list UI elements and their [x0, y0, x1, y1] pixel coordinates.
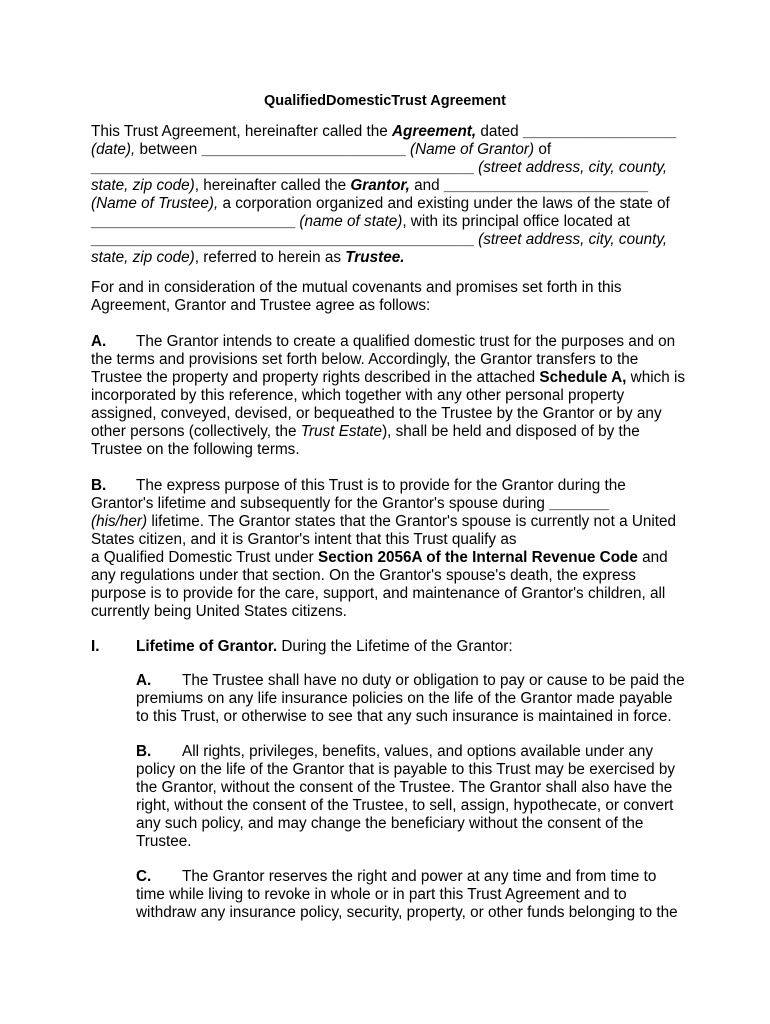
text-run: assigned, conveyed, devised, or bequeathed to the Trustee by the Grantor or by any	[91, 405, 662, 422]
text-run: Trustee on the following terms.	[91, 441, 300, 458]
text-line	[91, 585, 676, 603]
text-run: between	[135, 141, 202, 158]
text-run: to this Trust, or otherwise to see that any such insurance is maintained in force.	[136, 708, 672, 725]
paragraph-article-i-c	[136, 868, 678, 922]
text-run: state, zip code)	[91, 249, 195, 266]
fill-in-blank[interactable]: ________________________	[201, 141, 406, 158]
text-run: purpose is to provide for the care, support, and maintenance of Grantor's children, all	[91, 585, 666, 602]
text-run: incorporated by this reference, which together with any other personal property	[91, 387, 625, 404]
text-line	[136, 708, 685, 726]
section-label: A.	[91, 333, 107, 350]
text-line	[91, 441, 685, 459]
text-line	[91, 279, 622, 297]
paragraph-article-i-a	[136, 672, 685, 726]
text-line	[91, 249, 676, 267]
fill-in-blank[interactable]: ________________________	[443, 177, 649, 194]
text-line	[136, 886, 678, 904]
text-line	[136, 743, 675, 761]
fill-in-blank[interactable]: _____________________________________________	[91, 231, 474, 248]
text-run: ), shall be held and disposed of by the	[382, 423, 640, 440]
text-line	[91, 638, 513, 656]
text-run: For and in consideration of the mutual covenants and promises set forth in this	[91, 279, 622, 296]
fill-in-blank[interactable]: __________________	[522, 123, 677, 140]
text-line	[91, 351, 685, 369]
text-run: Agreement,	[392, 123, 477, 140]
paragraph-article-i-b	[136, 743, 675, 851]
text-run: state, zip code)	[91, 177, 195, 194]
text-run: dated	[476, 123, 523, 140]
text-run: States citizen, and it is Grantor's intent that this Trust qualify as	[91, 531, 517, 548]
text-line	[136, 761, 675, 779]
text-run: Schedule A,	[539, 369, 627, 386]
text-line	[136, 833, 675, 851]
text-line	[91, 141, 676, 159]
text-run: of	[534, 141, 552, 158]
text-run: , with its principal office located at	[402, 213, 630, 230]
text-line	[91, 423, 685, 441]
text-line	[91, 231, 676, 249]
text-line	[91, 195, 676, 213]
text-line	[91, 603, 676, 621]
text-line	[136, 868, 678, 886]
section-label: B.	[91, 477, 107, 494]
text-run: any regulations under that section. On the Grantor's spouse's death, the express	[91, 567, 636, 584]
text-line	[91, 405, 685, 423]
text-line	[91, 177, 676, 195]
text-run: Agreement, Grantor and Trustee agree as follows:	[91, 297, 431, 314]
text-run: (name of state)	[295, 213, 403, 230]
text-run: Grantor,	[350, 177, 410, 194]
paragraph-section-b	[91, 477, 676, 621]
text-run: , hereinafter called the	[194, 177, 351, 194]
text-line	[91, 477, 676, 495]
text-line	[91, 567, 676, 585]
fill-in-blank[interactable]: ________________________	[91, 213, 296, 230]
text-line	[136, 904, 678, 922]
text-line	[91, 333, 685, 351]
fill-in-blank[interactable]: _____________________________________________	[91, 159, 474, 176]
text-run: The Grantor intends to create a qualified domestic trust for the purposes and on	[136, 333, 676, 350]
text-run: any such policy, and may change the beneficiary without the consent of the	[136, 815, 644, 832]
text-run: other persons (collectively, the	[91, 423, 301, 440]
text-run: the terms and provisions set forth below. Accordingly, the Grantor transfers to the	[91, 351, 639, 368]
text-run: premiums on any life insurance policies on the life of the Grantor made payable	[136, 690, 673, 707]
text-line	[91, 159, 676, 177]
text-run: a Qualified Domestic Trust under	[91, 549, 319, 566]
text-run: This Trust Agreement, hereinafter called the	[91, 123, 392, 140]
text-run: (street address, city, county,	[473, 231, 668, 248]
text-run: All rights, privileges, benefits, values, and options available under any	[182, 743, 654, 760]
text-run: Trustee.	[345, 249, 405, 266]
text-line	[91, 531, 676, 549]
section-label: B.	[136, 743, 152, 760]
text-run: time while living to revoke in whole or in part this Trust Agreement and to	[136, 886, 627, 903]
text-run: withdraw any insurance policy, security, property, or other funds belonging to the	[136, 904, 678, 921]
paragraph-article-i	[91, 638, 513, 656]
text-run: (his/her)	[91, 513, 148, 530]
text-run: The express purpose of this Trust is to provide for the Grantor during the	[136, 477, 626, 494]
text-run: currently being United States citizens.	[91, 603, 347, 620]
text-run: Trust Estate	[300, 423, 383, 440]
paragraph-section-a	[91, 333, 685, 459]
text-line	[91, 369, 685, 387]
text-run: (street address, city, county,	[473, 159, 668, 176]
text-run: During the Lifetime of the Grantor:	[277, 638, 513, 655]
text-run: The Grantor reserves the right and power at any time and from time to	[182, 868, 657, 885]
text-run: , referred to herein as	[194, 249, 346, 266]
text-run: the Grantor, without the consent of the Trustee. The Grantor shall also have the	[136, 779, 673, 796]
text-run: which is	[626, 369, 686, 386]
text-run: Grantor's lifetime and subsequently for the Grantor's spouse during	[91, 495, 550, 512]
text-line	[91, 513, 676, 531]
text-line	[91, 123, 676, 141]
text-run: Section 2056A of the Internal Revenue Code	[318, 549, 638, 566]
text-run: Trustee the property and property rights described in the attached	[91, 369, 540, 386]
text-run: (Name of Grantor)	[405, 141, 535, 158]
document-title: QualifiedDomesticTrust Agreement	[264, 93, 506, 109]
text-run: right, without the consent of the Trustee, to sell, assign, hypothecate, or convert	[136, 797, 674, 814]
section-label: C.	[136, 868, 152, 885]
section-label: A.	[136, 672, 152, 689]
text-run: and	[409, 177, 444, 194]
section-label: I.	[91, 638, 100, 655]
text-run: The Trustee shall have no duty or obligation to pay or cause to be paid the	[182, 672, 685, 689]
text-line	[136, 815, 675, 833]
text-line	[91, 297, 622, 315]
text-line	[136, 672, 685, 690]
text-line	[91, 213, 676, 231]
paragraph-consideration	[91, 279, 622, 315]
text-run: (date),	[91, 141, 136, 158]
text-run: lifetime. The Grantor states that the Grantor's spouse is currently not a United	[147, 513, 677, 530]
text-line	[136, 690, 685, 708]
text-line	[91, 387, 685, 405]
text-run: Lifetime of Grantor.	[136, 638, 278, 655]
text-line	[91, 495, 676, 513]
fill-in-blank[interactable]: _______	[549, 495, 609, 512]
text-run: a corporation organized and existing under the laws of the state of	[218, 195, 670, 212]
text-line	[91, 549, 676, 567]
text-run: policy on the life of the Grantor that is payable to this Trust may be exercised by	[136, 761, 676, 778]
text-run: (Name of Trustee),	[91, 195, 219, 212]
text-run: and	[637, 549, 668, 566]
paragraph-intro	[91, 123, 676, 267]
text-line	[136, 779, 675, 797]
text-line	[136, 797, 675, 815]
text-run: Trustee.	[136, 833, 192, 850]
